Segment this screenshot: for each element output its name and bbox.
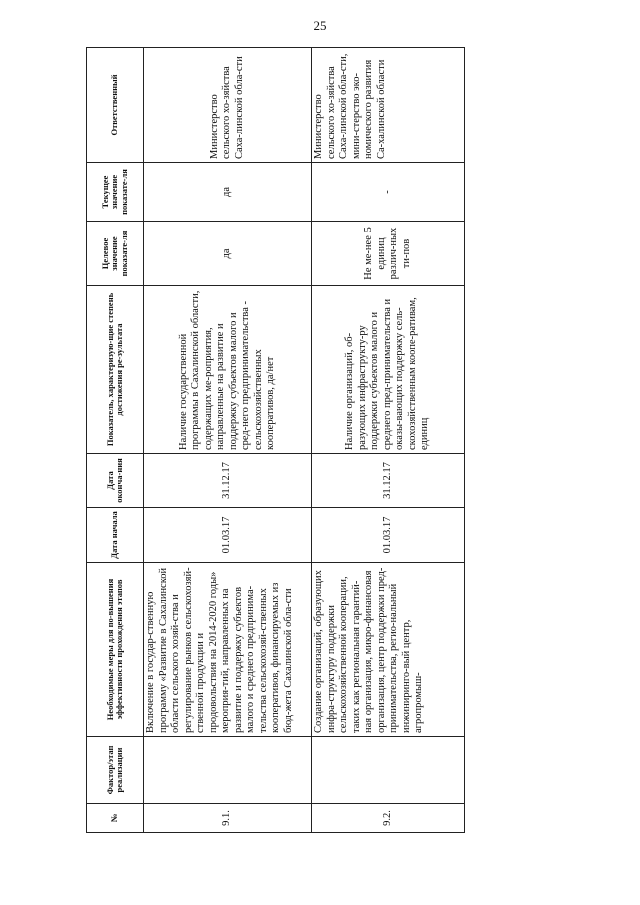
header-current-value: Текущее значение показате-ля — [87, 163, 144, 222]
header-target-value: Целевое значение показате-ля — [87, 222, 144, 286]
header-end-date: Дата оконча-ния — [87, 454, 144, 508]
header-indicator: Показатель, характеризую-щие степень достижения ре-зультата — [87, 286, 144, 454]
rotated-table-frame — [86, 48, 463, 833]
row-measures: Создание организаций, образующих инфра-структуру поддержки сельскохозяйственной кооперации, таких как региональная гарантий-ная организация, микро-финансовая организация, центр поддержки пред-принимательства, регио-нальный инжиниринго-вый центр, агропромыш- — [312, 563, 465, 737]
row-factor — [312, 737, 465, 804]
row-number: 9.2. — [312, 804, 465, 833]
header-measures: Необходимые меры для по-вышения эффективности прохождения этапов — [87, 563, 144, 737]
header-factor: Фактор/этап реализации — [87, 737, 144, 804]
page-number: 25 — [313, 18, 327, 33]
row-target-value: Не ме-нее 5 единиц различ-ных ти-пов — [312, 222, 465, 286]
row-number: 9.1. — [144, 804, 312, 833]
row-start-date: 01.03.17 — [312, 508, 465, 563]
header-num: № — [87, 804, 144, 833]
measures-table — [86, 47, 465, 833]
row-end-date: 31.12.17 — [312, 454, 465, 508]
table-row — [144, 48, 312, 833]
row-indicator: Наличие организаций, об-разующих инфраструкту-ру поддержки субъектов малого и среднего пред-принимательства и оказы-вающих поддержку сель-скохозяйственным коопе-ративам, единиц — [312, 286, 465, 454]
row-responsible: Министерство сельского хо-зяйства Саха-линской обла-сти — [144, 48, 312, 163]
row-measures: Включение в государ-ственную программу «Развитие в Сахалинской области сельского хозяй-ства и регулирование рынков сельскохозяй-ственной продукции и продовольствия на 2014-2020 годы» мероприя-тий, направленных на развитие и поддержку субъектов малого и среднего предпринима-тельства сельскохозяй-ственных кооперативов, финансируемых из бюд-жета Сахалинской обла-сти — [144, 563, 312, 737]
row-end-date: 31.12.17 — [144, 454, 312, 508]
row-target-value: да — [144, 222, 312, 286]
row-current-value: - — [312, 163, 465, 222]
table-header-row — [87, 48, 144, 833]
table-row — [312, 48, 465, 833]
header-start-date: Дата начала — [87, 508, 144, 563]
header-responsible: Ответственный — [87, 48, 144, 163]
row-factor — [144, 737, 312, 804]
row-responsible: Министерство сельского хо-зяйства Саха-линской обла-сти, мини-стерство эко-номического развития Са-халинской области — [312, 48, 465, 163]
row-indicator: Наличие государственной программы в Сахалинской области, содержащих ме-роприятия, направленные на развитие и поддержку субъектов малого и сред-него предпринимательства - сельскохозяйственных кооперативов, да/нет — [144, 286, 312, 454]
row-current-value: да — [144, 163, 312, 222]
row-start-date: 01.03.17 — [144, 508, 312, 563]
